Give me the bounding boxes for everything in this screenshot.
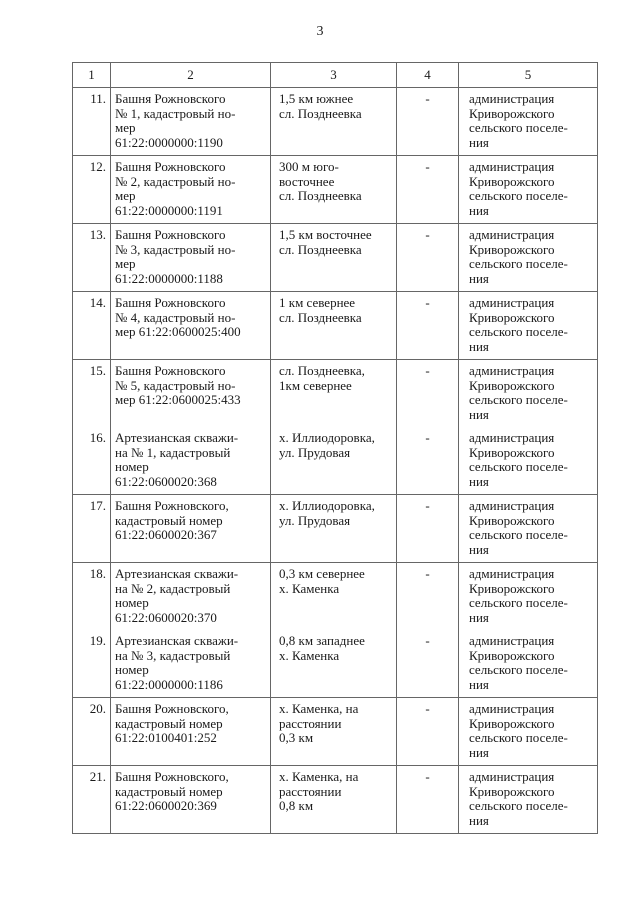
row-number: 15.	[73, 360, 111, 428]
table-row	[73, 427, 598, 495]
owner-line: ния	[469, 676, 489, 692]
object-name-line: на № 3, кадастровый	[115, 647, 231, 663]
owner-line: администрация	[469, 227, 555, 242]
object-name-cell	[111, 88, 271, 156]
owner-line: Криворожского	[469, 105, 555, 121]
owner-cell	[459, 766, 598, 834]
owner-cell	[459, 427, 598, 495]
owner-cell	[459, 563, 598, 631]
location-line: сл. Позднеевка,	[279, 363, 365, 378]
table-row	[73, 495, 598, 563]
location-cell	[271, 495, 397, 563]
table-row	[73, 360, 598, 428]
object-name-line: на № 1, кадастровый	[115, 444, 231, 460]
owner-cell	[459, 292, 598, 360]
object-name-line: номер	[115, 662, 149, 677]
owner-line: Криворожского	[469, 715, 555, 731]
col4-cell: -	[397, 630, 459, 698]
owner-line: Криворожского	[469, 512, 555, 528]
object-name-line: № 4, кадастровый но-	[115, 309, 236, 325]
location-line: 1км севернее	[279, 377, 352, 393]
header-col-2: 2	[111, 63, 271, 88]
owner-line: администрация	[469, 363, 555, 378]
col4-cell: -	[397, 495, 459, 563]
location-line: х. Иллиодоровка,	[279, 498, 375, 513]
table-row	[73, 88, 598, 156]
object-name-cell	[111, 156, 271, 224]
object-name-line: мер 61:22:0600025:433	[115, 392, 241, 407]
owner-line: администрация	[469, 430, 555, 445]
object-name-line: мер	[115, 256, 136, 271]
location-line: х. Каменка, на	[279, 701, 359, 716]
row-number: 16.	[73, 427, 111, 495]
owner-line: Криворожского	[469, 173, 555, 189]
location-line: х. Иллиодоровка,	[279, 430, 375, 445]
location-cell	[271, 224, 397, 292]
object-name-line: № 5, кадастровый но-	[115, 377, 236, 393]
location-cell	[271, 563, 397, 631]
object-name-line: Башня Рожновского	[115, 159, 226, 174]
object-name-line: Башня Рожновского	[115, 363, 226, 378]
object-name-line: 61:22:0600020:370	[115, 609, 217, 625]
location-cell	[271, 698, 397, 766]
owner-line: Криворожского	[469, 580, 555, 596]
object-name-line: кадастровый номер	[115, 715, 223, 731]
row-number: 13.	[73, 224, 111, 292]
table-body	[73, 88, 598, 834]
object-name-line: мер 61:22:0600025:400	[115, 324, 241, 339]
owner-line: Криворожского	[469, 377, 555, 393]
object-name-cell	[111, 495, 271, 563]
header-col-5: 5	[459, 63, 598, 88]
location-line: сл. Позднеевка	[279, 188, 362, 203]
object-name-line: Башня Рожновского,	[115, 701, 229, 716]
object-name-line: Башня Рожновского	[115, 295, 226, 310]
owner-cell	[459, 88, 598, 156]
location-cell	[271, 156, 397, 224]
col4-cell: -	[397, 224, 459, 292]
header-row	[73, 63, 598, 88]
location-cell	[271, 88, 397, 156]
col4-cell: -	[397, 88, 459, 156]
object-name-cell	[111, 360, 271, 428]
owner-line: администрация	[469, 498, 555, 513]
object-name-line: мер	[115, 120, 136, 135]
owner-cell	[459, 495, 598, 563]
location-line: 1 км севернее	[279, 295, 356, 310]
owner-line: Криворожского	[469, 647, 555, 663]
location-line: сл. Позднеевка	[279, 241, 362, 257]
row-number: 19.	[73, 630, 111, 698]
object-name-line: 61:22:0000000:1186	[115, 676, 223, 692]
table-row	[73, 224, 598, 292]
header-col-3: 3	[271, 63, 397, 88]
object-name-line: номер	[115, 595, 149, 610]
object-name-line: на № 2, кадастровый	[115, 580, 231, 596]
table-row	[73, 292, 598, 360]
object-name-line: № 3, кадастровый но-	[115, 241, 236, 257]
owner-line: Криворожского	[469, 309, 555, 325]
object-name-cell	[111, 630, 271, 698]
location-line: 0,8 км	[279, 798, 314, 813]
row-number: 18.	[73, 563, 111, 631]
object-name-line: 61:22:0000000:1191	[115, 202, 223, 218]
row-number: 12.	[73, 156, 111, 224]
owner-cell	[459, 698, 598, 766]
col4-cell: -	[397, 427, 459, 495]
table-row	[73, 698, 598, 766]
owner-line: администрация	[469, 159, 555, 174]
object-name-line: 61:22:0600020:368	[115, 473, 217, 489]
owner-line: администрация	[469, 295, 555, 310]
object-name-line: 61:22:0100401:252	[115, 730, 217, 745]
object-name-line: 61:22:0000000:1188	[115, 270, 223, 286]
object-name-line: Башня Рожновского,	[115, 498, 229, 513]
object-name-line: 61:22:0000000:1190	[115, 134, 223, 150]
object-name-cell	[111, 563, 271, 631]
owner-line: сельского поселе-	[469, 188, 568, 203]
location-line: 300 м юго-	[279, 159, 339, 174]
object-name-cell	[111, 224, 271, 292]
location-line: ул. Прудовая	[279, 444, 351, 460]
objects-registry-table	[72, 62, 598, 834]
owner-line: сельского поселе-	[469, 662, 568, 677]
location-line: восточнее	[279, 173, 335, 189]
table-row	[73, 766, 598, 834]
location-cell	[271, 427, 397, 495]
owner-cell	[459, 224, 598, 292]
location-line: ул. Прудовая	[279, 512, 351, 528]
table-row	[73, 563, 598, 631]
object-name-cell	[111, 698, 271, 766]
object-name-line: № 1, кадастровый но-	[115, 105, 236, 121]
location-line: расстоянии	[279, 715, 342, 731]
owner-line: ния	[469, 406, 489, 422]
owner-line: ния	[469, 609, 489, 625]
location-line: х. Каменка, на	[279, 769, 359, 784]
owner-line: ния	[469, 812, 489, 828]
object-name-line: Артезианская скважи-	[115, 633, 239, 648]
object-name-line: 61:22:0600020:369	[115, 798, 217, 813]
owner-cell	[459, 156, 598, 224]
owner-line: сельского поселе-	[469, 798, 568, 813]
owner-line: ния	[469, 202, 489, 218]
location-line: 0,3 км севернее	[279, 566, 365, 581]
owner-line: администрация	[469, 566, 555, 581]
location-cell	[271, 292, 397, 360]
object-name-line: Артезианская скважи-	[115, 566, 239, 581]
object-name-line: номер	[115, 459, 149, 474]
object-name-line: № 2, кадастровый но-	[115, 173, 236, 189]
location-cell	[271, 630, 397, 698]
object-name-line: Башня Рожновского	[115, 227, 226, 242]
object-name-line: Артезианская скважи-	[115, 430, 239, 445]
col4-cell: -	[397, 698, 459, 766]
header-col-1: 1	[73, 63, 111, 88]
table-row	[73, 630, 598, 698]
location-line: 1,5 км южнее	[279, 91, 354, 106]
row-number: 20.	[73, 698, 111, 766]
location-line: 0,3 км	[279, 730, 314, 745]
owner-line: администрация	[469, 633, 555, 648]
row-number: 14.	[73, 292, 111, 360]
col4-cell: -	[397, 156, 459, 224]
location-line: х. Каменка	[279, 580, 340, 596]
location-cell	[271, 360, 397, 428]
location-line: сл. Позднеевка	[279, 309, 362, 325]
object-name-cell	[111, 766, 271, 834]
owner-line: администрация	[469, 91, 555, 106]
owner-line: ния	[469, 473, 489, 489]
col4-cell: -	[397, 360, 459, 428]
owner-line: Криворожского	[469, 444, 555, 460]
object-name-line: Башня Рожновского,	[115, 769, 229, 784]
owner-line: сельского поселе-	[469, 595, 568, 610]
table-row	[73, 156, 598, 224]
owner-line: ния	[469, 744, 489, 760]
owner-line: ния	[469, 134, 489, 150]
owner-line: сельского поселе-	[469, 459, 568, 474]
owner-line: Криворожского	[469, 241, 555, 257]
owner-line: ния	[469, 338, 489, 354]
object-name-line: Башня Рожновского	[115, 91, 226, 106]
owner-cell	[459, 360, 598, 428]
col4-cell: -	[397, 766, 459, 834]
object-name-cell	[111, 427, 271, 495]
location-line: расстоянии	[279, 783, 342, 799]
location-line: х. Каменка	[279, 647, 340, 663]
owner-line: сельского поселе-	[469, 392, 568, 407]
owner-line: сельского поселе-	[469, 730, 568, 745]
object-name-line: кадастровый номер	[115, 512, 223, 528]
object-name-cell	[111, 292, 271, 360]
object-name-line: 61:22:0600020:367	[115, 527, 217, 542]
owner-line: ния	[469, 270, 489, 286]
location-line: 1,5 км восточнее	[279, 227, 372, 242]
owner-line: сельского поселе-	[469, 324, 568, 339]
row-number: 17.	[73, 495, 111, 563]
location-cell	[271, 766, 397, 834]
page-number: 3	[316, 24, 324, 39]
owner-line: ния	[469, 541, 489, 557]
location-line: 0,8 км западнее	[279, 633, 365, 648]
col4-cell: -	[397, 563, 459, 631]
owner-line: Криворожского	[469, 783, 555, 799]
col4-cell: -	[397, 292, 459, 360]
header-col-4: 4	[397, 63, 459, 88]
object-name-line: мер	[115, 188, 136, 203]
owner-line: сельского поселе-	[469, 527, 568, 542]
owner-line: сельского поселе-	[469, 120, 568, 135]
object-name-line: кадастровый номер	[115, 783, 223, 799]
location-line: сл. Позднеевка	[279, 105, 362, 121]
owner-line: администрация	[469, 701, 555, 716]
row-number: 21.	[73, 766, 111, 834]
owner-line: администрация	[469, 769, 555, 784]
row-number: 11.	[73, 88, 111, 156]
owner-cell	[459, 630, 598, 698]
owner-line: сельского поселе-	[469, 256, 568, 271]
